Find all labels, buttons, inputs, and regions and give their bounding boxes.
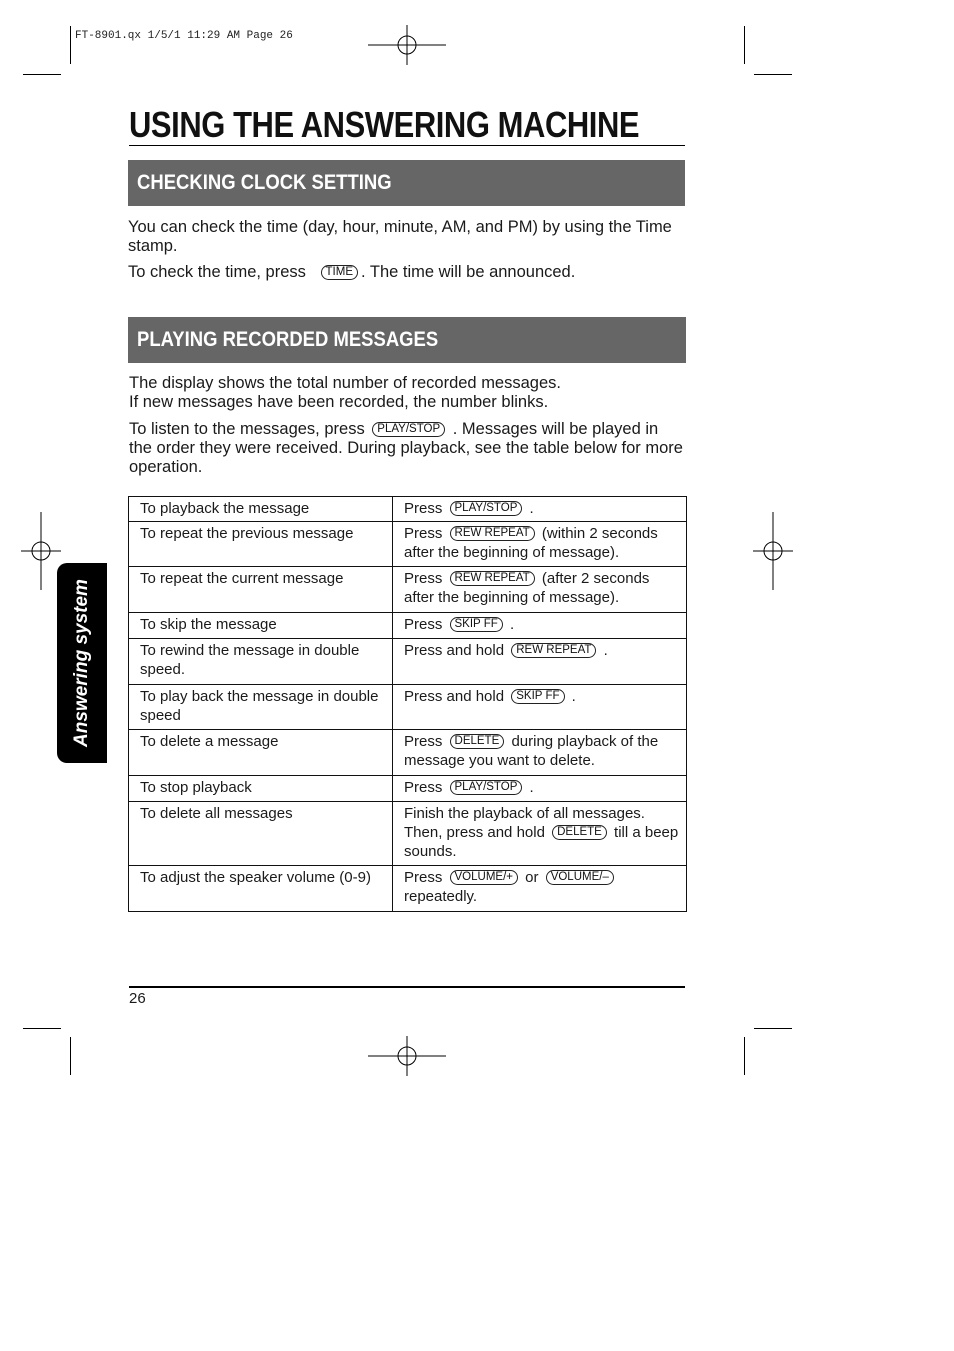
clock-paragraph-2: To check the time, press TIME . The time will be announced. (128, 263, 576, 281)
registration-mark-bottom (368, 1036, 446, 1076)
instruction-text: . (529, 779, 534, 796)
instruction-text: Press (404, 779, 443, 796)
instruction-text: Press and hold (404, 688, 505, 705)
playing-paragraph-2: To listen to the messages, press PLAY/STOP . Messages will be played in the order they were received. During playback, see the table below for more operation. (129, 420, 683, 476)
action-cell: To repeat the previous message (129, 522, 393, 567)
registration-mark-left (21, 512, 61, 590)
table-row (129, 497, 687, 522)
button-key: REW REPEAT (450, 571, 535, 586)
instruction-text: (within 2 seconds after the beginning of message). (404, 525, 658, 561)
instruction-text: or (525, 869, 539, 886)
play-stop-key: PLAY/STOP (372, 422, 445, 437)
instruction-text: Press (404, 500, 443, 517)
instruction-text: during playback of the message you want to delete. (404, 733, 659, 769)
instruction-cell (393, 639, 687, 685)
action-cell: To repeat the current message (129, 567, 393, 613)
table-row (129, 522, 687, 567)
table-row (129, 639, 687, 685)
button-key: REW REPEAT (450, 526, 535, 541)
instruction-cell (393, 866, 687, 912)
instruction-text: till a beep sounds. (404, 824, 679, 860)
button-key: REW REPEAT (511, 643, 596, 658)
button-key: SKIP FF (511, 689, 564, 704)
instruction-text: . (529, 500, 534, 517)
instruction-text: repeatedly. (404, 888, 478, 905)
button-key: VOLUME/+ (450, 870, 518, 885)
instruction-cell (393, 497, 687, 522)
table-row (129, 776, 687, 802)
action-cell: To adjust the speaker volume (0-9) (129, 866, 393, 912)
registration-mark-right (753, 512, 793, 590)
instruction-cell (393, 567, 687, 613)
action-cell: To stop playback (129, 776, 393, 802)
table-row (129, 866, 687, 912)
operations-table (128, 496, 687, 912)
table-row (129, 613, 687, 639)
time-key: TIME (321, 265, 358, 280)
instruction-text: (after 2 seconds after the beginning of message). (404, 570, 650, 606)
action-cell: To delete all messages (129, 802, 393, 866)
instruction-text: Finish the playback of all messages. Then, press and hold (404, 805, 645, 841)
action-cell: To play back the message in double speed (129, 685, 393, 730)
instruction-text: Press and hold (404, 642, 505, 659)
page-title: USING THE ANSWERING MACHINE (129, 104, 640, 145)
button-key: VOLUME/– (546, 870, 614, 885)
instruction-cell (393, 776, 687, 802)
instruction-cell (393, 522, 687, 567)
instruction-text: Press (404, 733, 443, 750)
action-cell: To delete a message (129, 730, 393, 776)
footer-rule (129, 986, 685, 988)
page-number: 26 (129, 990, 146, 1007)
action-cell: To skip the message (129, 613, 393, 639)
button-key: DELETE (552, 825, 607, 840)
title-underline (129, 145, 685, 146)
button-key: DELETE (450, 734, 505, 749)
table-row (129, 685, 687, 730)
instruction-text: Press (404, 525, 443, 542)
button-key: PLAY/STOP (450, 780, 523, 795)
instruction-cell (393, 730, 687, 776)
clock-paragraph-1: You can check the time (day, hour, minute, AM, and PM) by using the Time stamp. (128, 218, 672, 255)
table-row (129, 567, 687, 613)
action-cell: To rewind the message in double speed. (129, 639, 393, 685)
action-cell: To playback the message (129, 497, 393, 522)
registration-mark-top (368, 25, 446, 65)
table-row (129, 802, 687, 866)
instruction-cell (393, 685, 687, 730)
instruction-cell (393, 802, 687, 866)
print-slug: FT-8901.qx 1/5/1 11:29 AM Page 26 (75, 30, 293, 42)
section-heading-playing: PLAYING RECORDED MESSAGES (128, 317, 686, 363)
instruction-text: . (571, 688, 576, 705)
instruction-text: Press (404, 570, 443, 587)
button-key: PLAY/STOP (450, 501, 523, 516)
instruction-text: Press (404, 616, 443, 633)
table-row (129, 730, 687, 776)
instruction-text: . (603, 642, 608, 659)
button-key: SKIP FF (450, 617, 503, 632)
instruction-text: . (509, 616, 515, 633)
playing-paragraph-1: The display shows the total number of recorded messages. If new messages have been recorded, the number blinks. (129, 374, 561, 411)
instruction-cell (393, 613, 687, 639)
side-tab-label: Answering system (71, 579, 92, 747)
side-tab (57, 563, 107, 763)
section-heading-clock: CHECKING CLOCK SETTING (128, 160, 685, 206)
instruction-text: Press (404, 869, 443, 886)
